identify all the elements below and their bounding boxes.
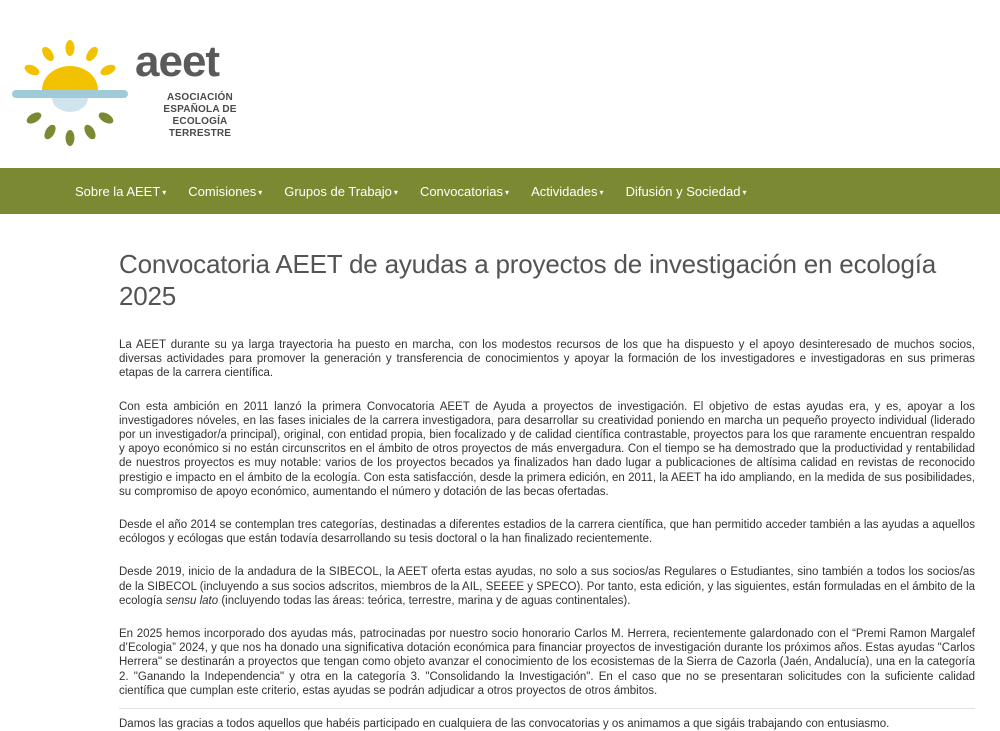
caret-down-icon: ▾ xyxy=(162,187,167,197)
caret-down-icon: ▾ xyxy=(393,187,398,197)
nav-item-sobre-la-aeet[interactable] xyxy=(75,184,166,199)
nav-item-label: Difusión y Sociedad xyxy=(625,183,741,199)
paragraph-text: (incluyendo todas las áreas: teórica, terrestre, marina y de aguas continentales). xyxy=(218,594,631,607)
caret-down-icon: ▾ xyxy=(505,187,510,197)
nav-item-difusion-y-sociedad[interactable] xyxy=(626,184,747,199)
nav-item-label: Actividades xyxy=(531,183,598,199)
nav-menu xyxy=(75,168,768,214)
article-paragraph: La AEET durante su ya larga trayectoria ha puesto en marcha, con los modestos recursos de los que ha dispuesto y el apoyo desinteresado de muchos socios, diversas actividades para promover la generación y transferencia de conocimientos y apoyar la formación de los investigadores e investigadoras en sus primeras etapas de la carrera científica. xyxy=(119,339,975,380)
nav-item-comisiones[interactable] xyxy=(188,184,262,199)
caret-down-icon: ▾ xyxy=(599,187,604,197)
nav-item-actividades[interactable] xyxy=(531,184,604,199)
aeet-sun-logo-icon[interactable] xyxy=(10,40,130,150)
brand-subtitle-line: ASOCIACIÓN xyxy=(167,92,233,103)
caret-down-icon: ▾ xyxy=(258,187,263,197)
nav-item-label: Convocatorias xyxy=(419,183,504,199)
page-title: Convocatoria AEET de ayudas a proyectos de investigación en ecología 2025 xyxy=(119,249,937,311)
nav-item-convocatorias[interactable] xyxy=(420,184,509,199)
caret-down-icon: ▾ xyxy=(742,187,747,197)
nav-item-grupos-de-trabajo[interactable] xyxy=(284,184,398,199)
article-paragraph: Desde el año 2014 se contemplan tres categorías, destinadas a diferentes estadios de la carrera científica, que han permitido acceder también a las ayudas a aquellos ecólogos y ecólogas que están todavía desarrollando su tesis doctoral o la han finalizado recientemente. xyxy=(119,519,975,546)
nav-item-label: Sobre la AEET xyxy=(75,183,161,199)
nav-item-label: Comisiones xyxy=(188,183,257,199)
brand-subtitle xyxy=(160,92,240,140)
main-navbar xyxy=(0,168,1000,214)
article-paragraph: Damos las gracias a todos aquellos que habéis participado en cualquiera de las convocatorias y os animamos a que sigáis trabajando con entusiasmo. xyxy=(119,718,890,731)
site-header xyxy=(0,0,1000,168)
article-paragraph xyxy=(119,565,975,608)
article-content xyxy=(119,214,975,731)
brand-name[interactable]: aeet xyxy=(135,37,220,86)
italic-term: sensu lato xyxy=(165,594,219,607)
brand-subtitle-line: ESPAÑOLA DE xyxy=(163,104,237,115)
brand-subtitle-line: TERRESTRE xyxy=(168,128,232,139)
content-divider xyxy=(119,708,975,709)
article-paragraph: Con esta ambición en 2011 lanzó la primera Convocatoria AEET de Ayuda a proyectos de investigación. El objetivo de estas ayudas era, y es, apoyar a los investigadores nóveles, en las fases iniciales de la carrera investigadora, para desarrollar su creatividad poniendo en marcha un pequeño proyecto individual (liderado por un investigador/a principal), original, con entidad propia, bien focalizado y de calidad científica contrastable, proyectos para los que raramente encuentran respaldo y apoyo económico si no están circunscritos en el ámbito de otros proyectos de más envergadura. Con el tiempo se ha demostrado que la productividad y rentabilidad de nuestros proyectos es muy notable: varios de los proyectos becados ya finalizados han dado lugar a publicaciones de altísima calidad en revistas de reconocido prestigio e impacto en el ámbito de la ecología. Con esta satisfacción, desde la primera edición, en 2011, la AEET ha ido ampliando, en la medida de sus posibilidades, su compromiso de apoyo económico, aumentando el número y dotación de las becas ofertadas. xyxy=(119,400,975,498)
paragraph-text: Desde 2019, inicio de la andadura de la SIBECOL, la AEET oferta estas ayudas, no solo a sus socios/as Regulares o Estudiantes, sino también a todos los socios/as de la SIBECOL (incluyendo a sus socios adscritos, miembros de la AIL, SEEEE y SPECO). Por tanto, esta edición, y las siguientes, están formuladas en el ámbito de la ecología xyxy=(119,566,975,607)
nav-item-label: Grupos de Trabajo xyxy=(284,183,392,199)
brand-subtitle-line: ECOLOGÍA xyxy=(172,116,228,127)
article-paragraph: En 2025 hemos incorporado dos ayudas más, patrocinadas por nuestro socio honorario Carlos M. Herrera, recientemente galardonado con el “Premi Ramon Margalef d’Ecologia” 2024, y que nos ha donado una significativa dotación económica para financiar proyectos de investigación durante los próximos años. Estas ayudas "Carlos Herrera" se destinarán a proyectos que tengan como objeto avanzar el conocimiento de los ecosistemas de la Sierra de Cazorla (Jaén, Andalucía), una en la categoría 2. "Ganando la Independencia" y otra en la categoría 3. "Consolidando la Investigación". En el caso que no se presentaran solicitudes con la suficiente calidad científica que cumplan este criterio, estas ayudas se podrán adjudicar a otros proyectos de otros ámbitos. xyxy=(119,628,975,697)
